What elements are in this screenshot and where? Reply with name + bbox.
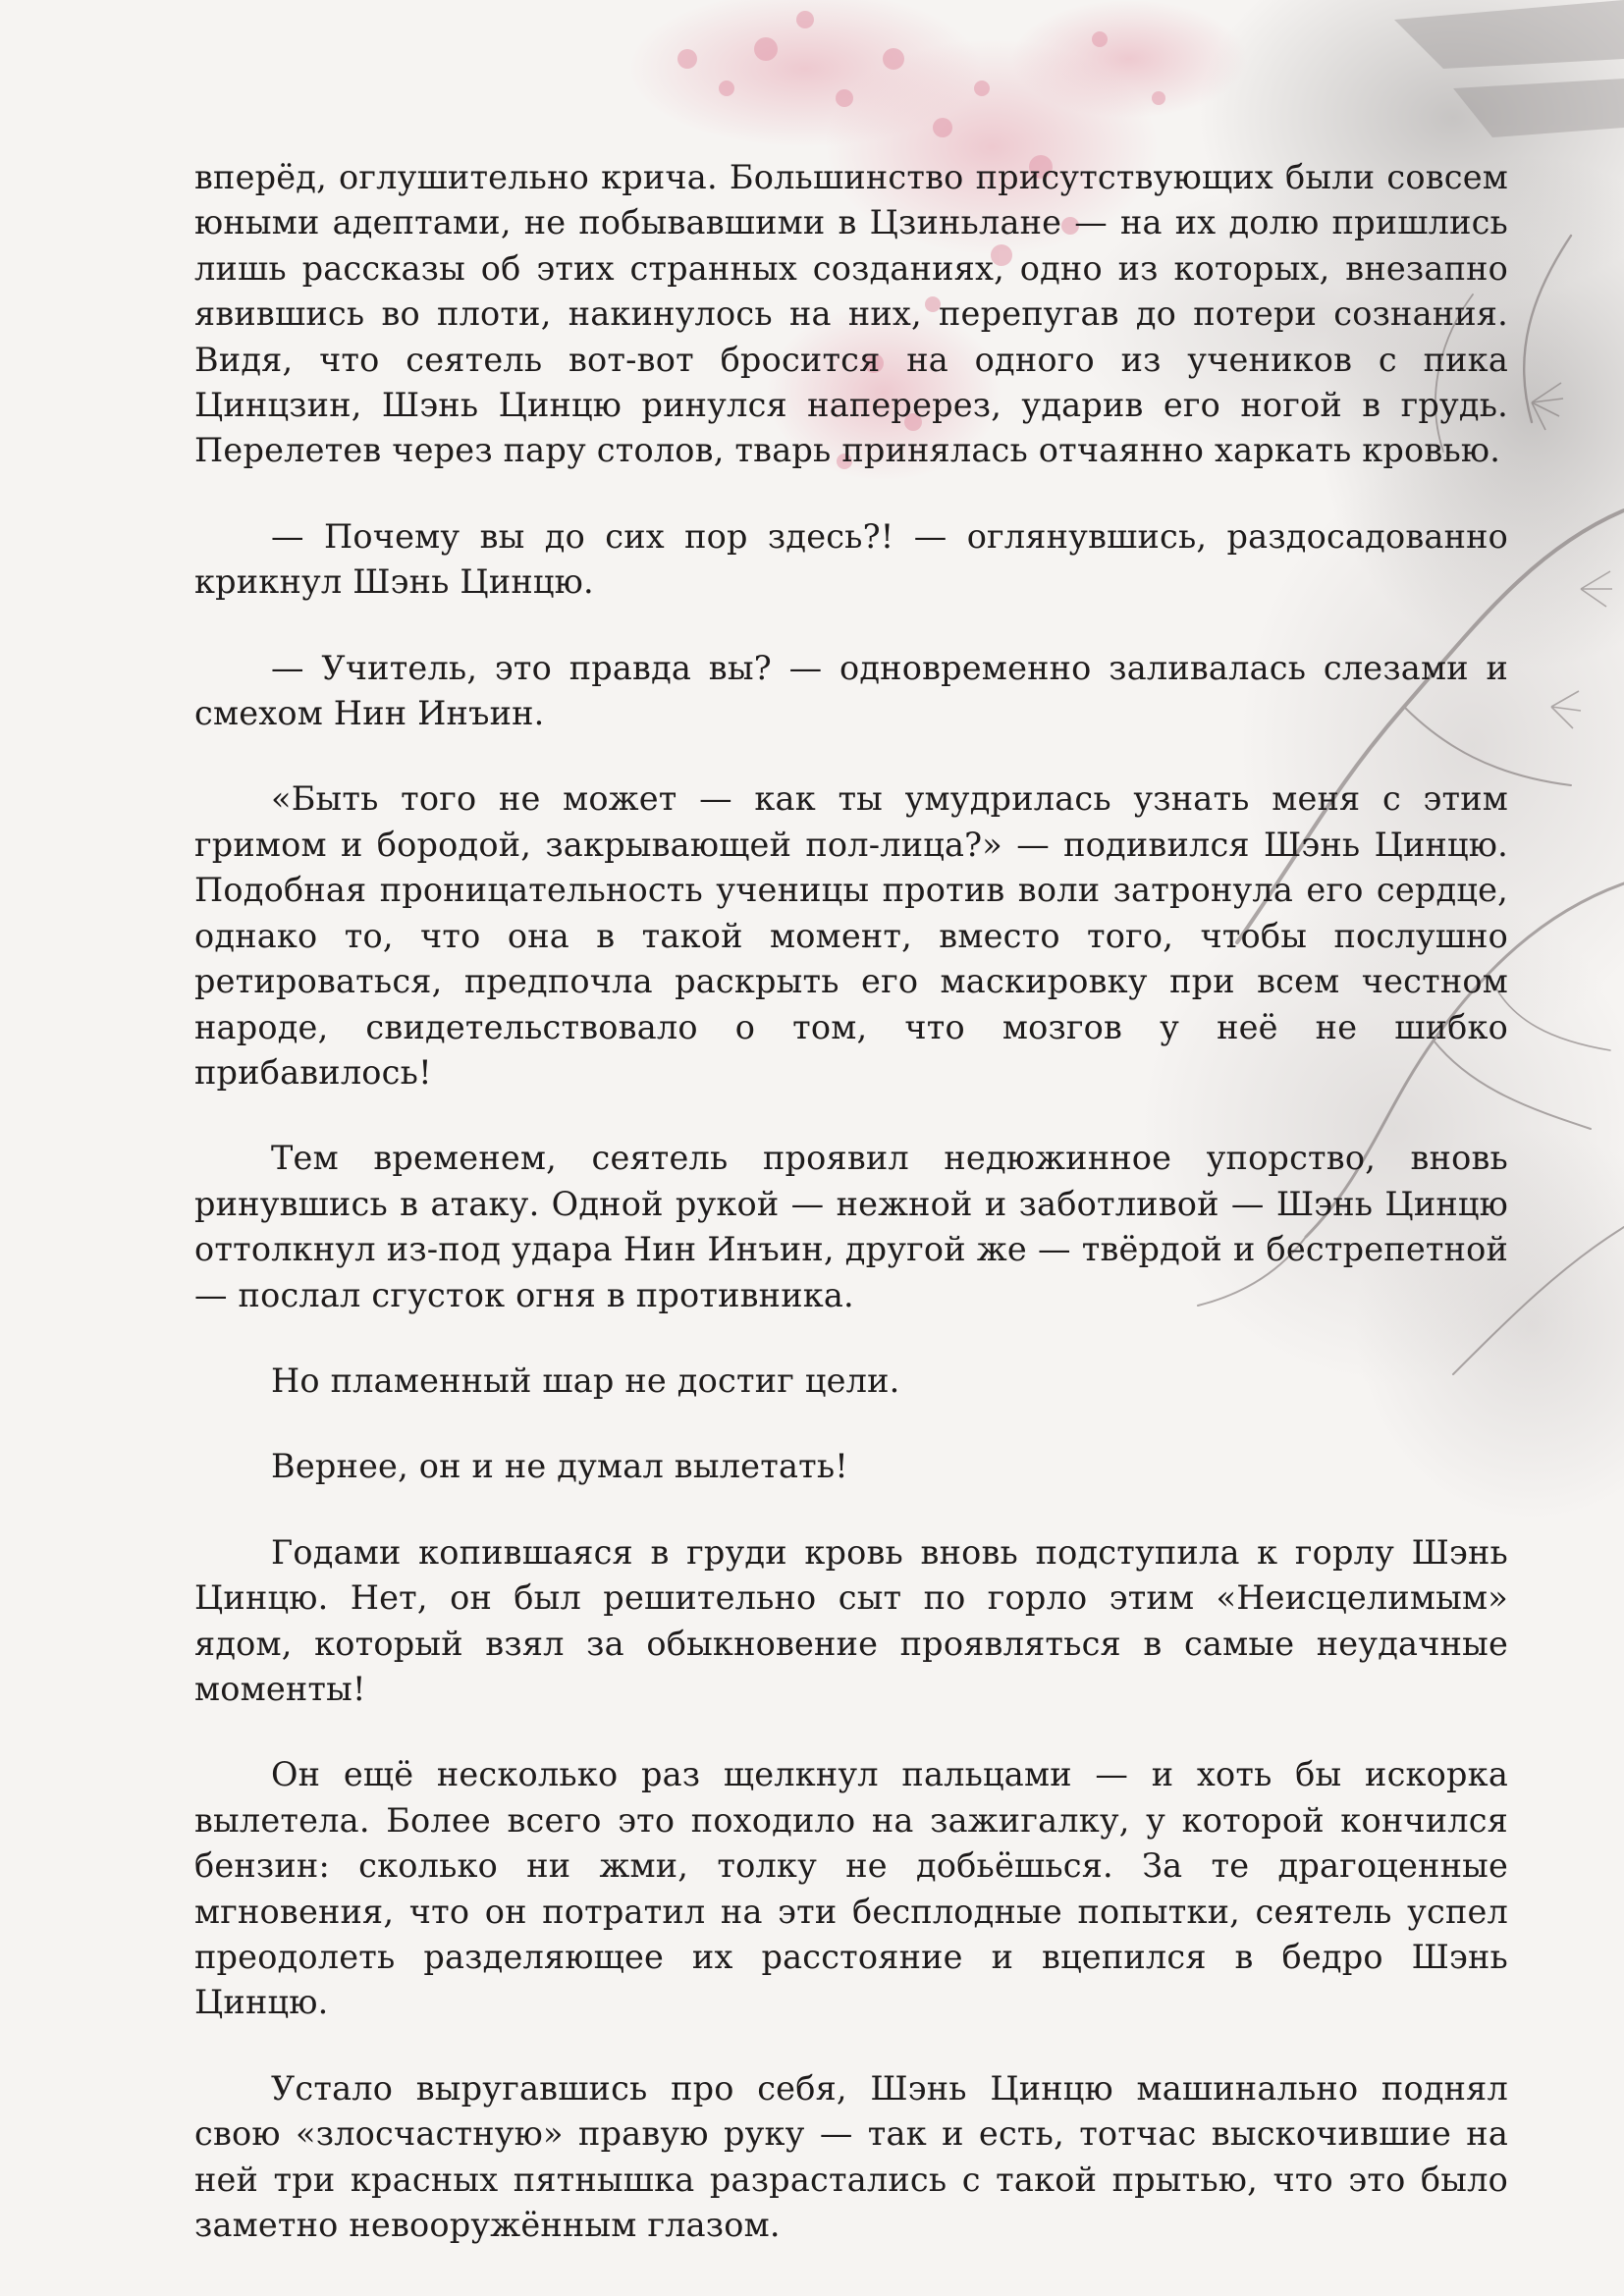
- document-body: [194, 155, 1508, 2288]
- paragraph: «Быть того не может — как ты умудрилась узнать меня с этим гримом и бородой, закрывающей пол-лица?» — подивился Шэнь Цинцю. Подобная проницательность ученицы против воли затронула его сердце, однако то, что она в такой момент, вместо того, чтобы послушно ретироваться, предпочла раскрыть его маскировку при всем честном народе, свидетельствовало о том, что мозгов у неё не шибко прибавилось!: [194, 779, 1508, 1092]
- paragraph: Устало выругавшись про себя, Шэнь Цинцю машинально поднял свою «злосчастную» правую руку — так и есть, тотчас выскочившие на ней три красных пятнышка разрастались с такой прытью, что это было заметно невооружённым глазом.: [194, 2068, 1508, 2245]
- paragraph: Но пламенный шар не достиг цели.: [271, 1361, 900, 1400]
- paragraph: Тем временем, сеятель проявил недюжинное упорство, вновь ринувшись в атаку. Одной рукой — нежной и заботливой — Шэнь Цинцю оттолкнул из-под удара Нин Инъин, другой же — твёрдой и бестрепетной — послал сгусток огня в противника.: [194, 1139, 1508, 1314]
- paragraph: — Учитель, это правда вы? — одновременно заливалась слезами и смехом Нин Инъин.: [194, 648, 1508, 733]
- paragraph: Он ещё несколько раз щелкнул пальцами — и хоть бы искорка вылетела. Более всего это походило на зажигалку, у которой кончился бензин: сколько ни жми, толку не добьёшься. За те драгоценные мгновения, что он потратил на эти бесплодные попытки, сеятель успел преодолеть разделяющее их расстояние и вцепился в бедро Шэнь Цинцю.: [194, 1755, 1508, 2022]
- paragraph: Вернее, он и не думал вылетать!: [271, 1447, 848, 1486]
- paragraph: Годами копившаяся в груди кровь вновь подступила к горлу Шэнь Цинцю. Нет, он был решительно сыт по горло этим «Неисцелимым» ядом, который взял за обыкновение проявляться в самые неудачные моменты!: [194, 1532, 1508, 1708]
- paragraph: вперёд, оглушительно крича. Большинство присутствующих были совсем юными адептами, не побывавшими в Цзиньлане — на их долю пришлись лишь рассказы об этих странных созданиях, одно из которых, внезапно явившись во плоти, накинулось на них, перепугав до потери сознания. Видя, что сеятель вот-вот бросится на одного из учеников с пика Цинцзин, Шэнь Цинцю ринулся наперерез, ударив его ногой в грудь. Перелетев через пару столов, тварь принялась отчаянно харкать кровью.: [194, 158, 1508, 470]
- paragraph: — Почему вы до сих пор здесь?! — оглянувшись, раздосадованно крикнул Шэнь Цинцю.: [194, 516, 1508, 602]
